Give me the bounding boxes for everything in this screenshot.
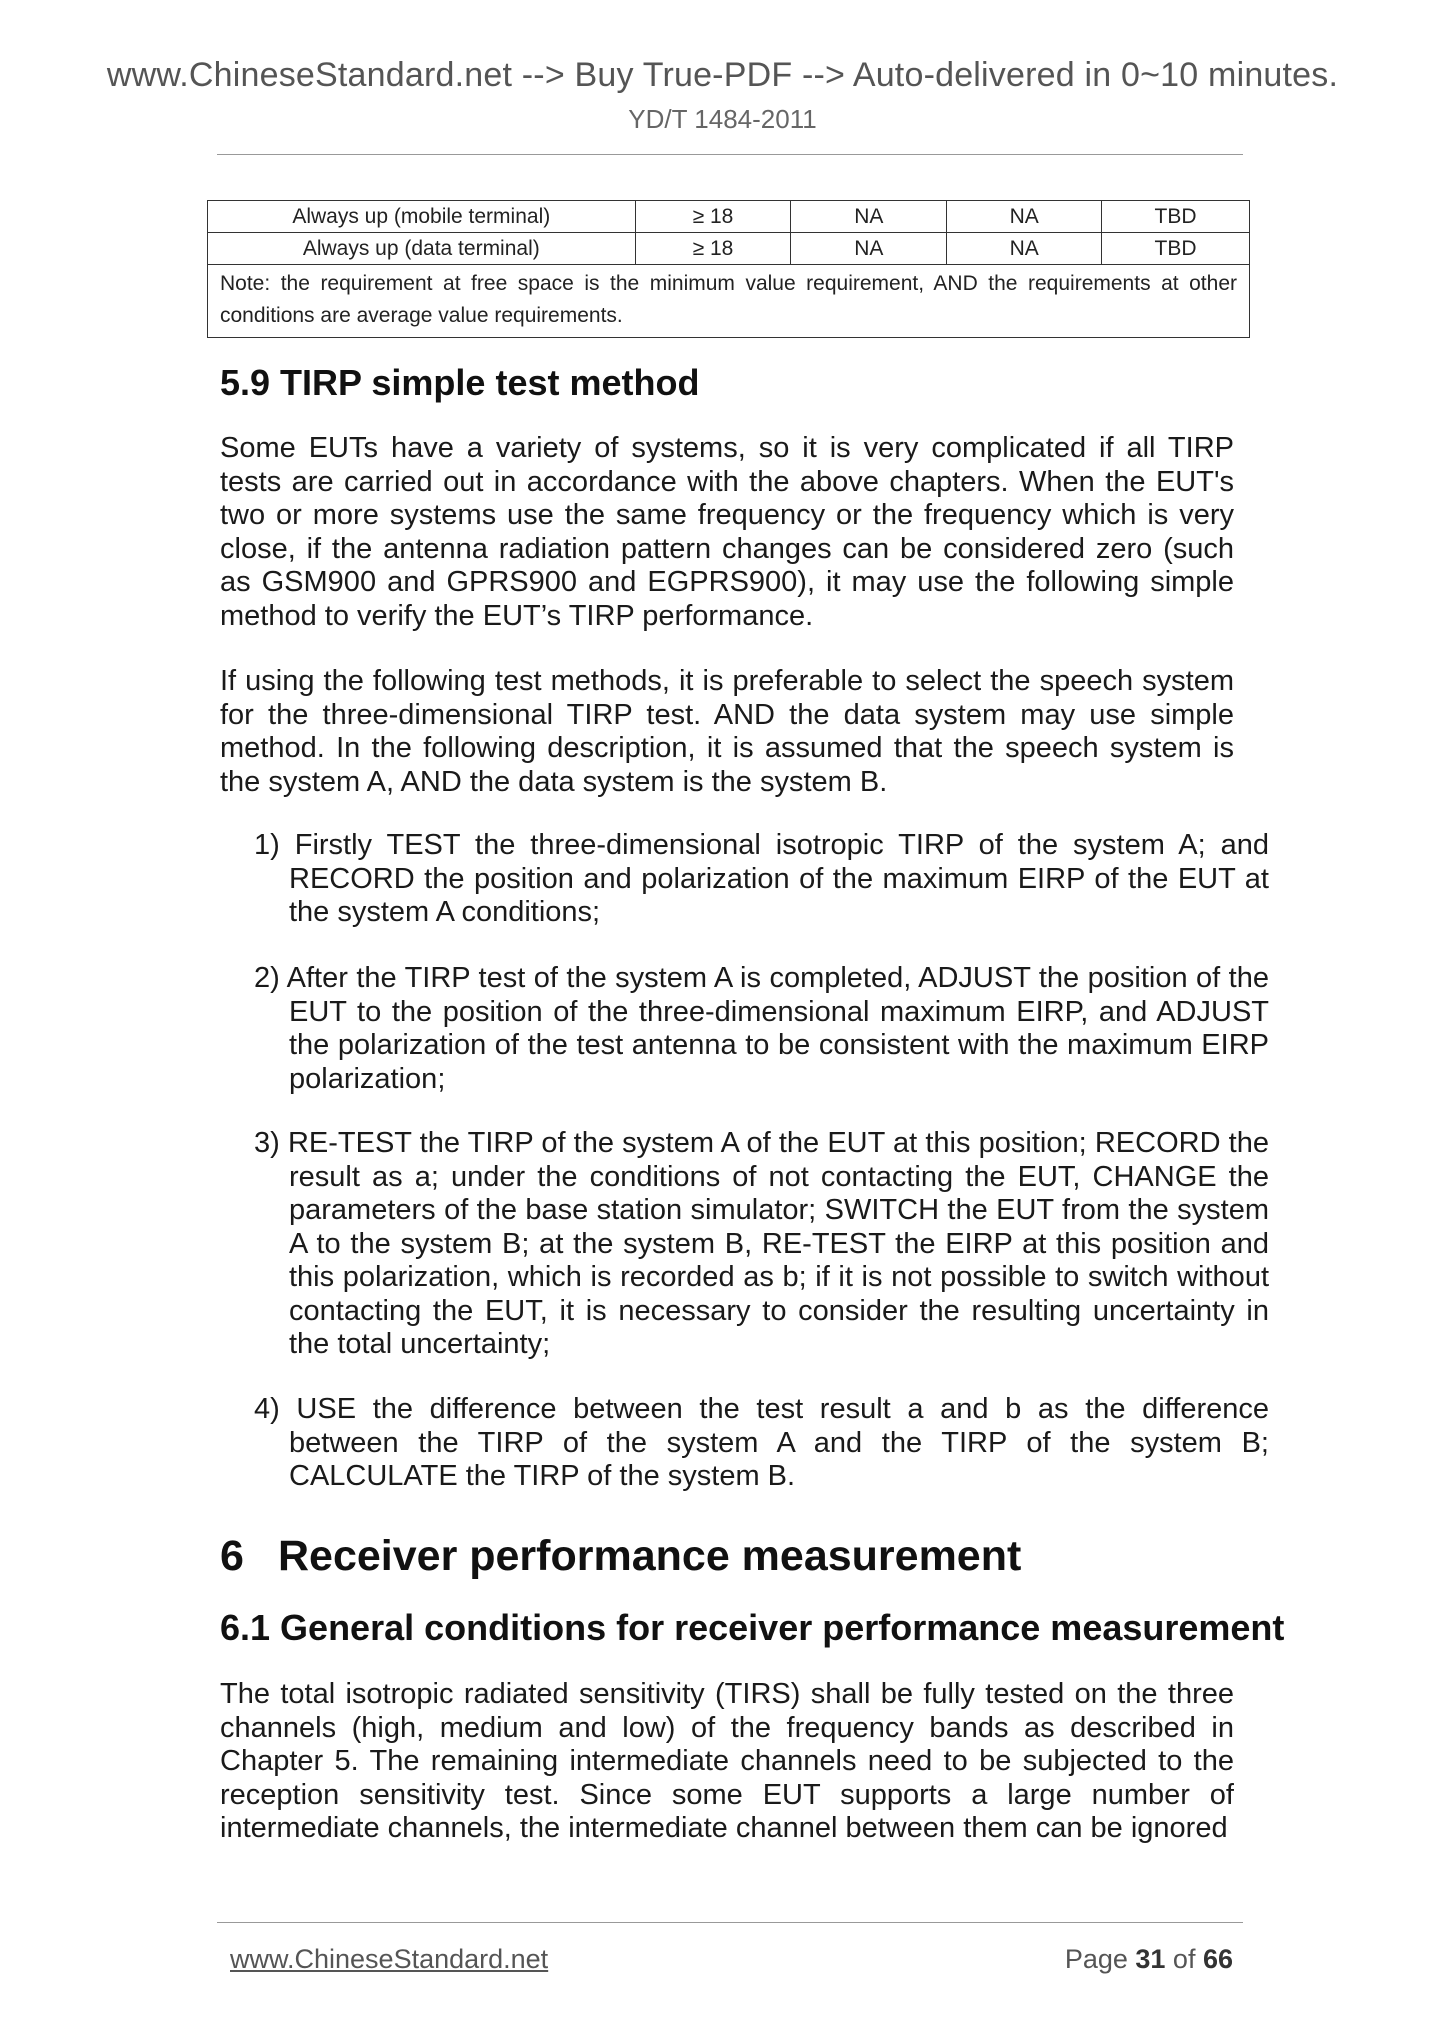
table-cell: TBD <box>1102 201 1250 233</box>
standard-number: YD/T 1484-2011 <box>628 104 817 134</box>
section-6-title: Receiver performance measurement <box>278 1532 1022 1580</box>
section-6-1-heading: 6.1 General conditions for receiver performance measurement <box>220 1607 1285 1648</box>
footer-divider <box>217 1922 1243 1923</box>
step-4: 4) USE the difference between the test result a and b as the difference between the TIRP of the system A and the TIRP of the system B; CALCULATE the TIRP of the system B. <box>254 1393 1269 1492</box>
table-cell: ≥ 18 <box>635 233 791 265</box>
section-6-number: 6 <box>220 1532 244 1580</box>
table-row <box>208 233 1250 265</box>
table-cell: NA <box>947 233 1102 265</box>
section-6-heading <box>220 1532 1021 1581</box>
header-divider <box>217 154 1243 155</box>
table-note: Note: the requirement at free space is the minimum value requirement, AND the requirements at other conditions are average value requirements. <box>208 265 1250 338</box>
page-total: 66 <box>1202 1944 1233 1974</box>
section-5-9-paragraph-2: If using the following test methods, it is preferable to select the speech system for the three-dimensional TIRP test. AND the data system may use simple method. In the following description, it is assumed that the speech system is the system A, AND the data system is the system B. <box>220 665 1234 798</box>
page-prefix: Page <box>1064 1944 1136 1974</box>
step-2: 2) After the TIRP test of the system A is completed, ADJUST the position of the EUT to the position of the three-dimensional maximum EIRP, and ADJUST the polarization of the test antenna to be consistent with the maximum EIRP polarization; <box>254 962 1269 1095</box>
section-5-9-heading: 5.9 TIRP simple test method <box>220 362 700 403</box>
page-indicator <box>1065 1944 1233 1975</box>
table-cell: NA <box>791 201 947 233</box>
table-note-row <box>208 265 1250 338</box>
page-of: of <box>1165 1944 1203 1974</box>
step-1: 1) Firstly TEST the three-dimensional isotropic TIRP of the system A; and RECORD the position and polarization of the maximum EIRP of the EUT at the system A conditions; <box>254 829 1269 928</box>
table-cell: NA <box>947 201 1102 233</box>
table-cell: NA <box>791 233 947 265</box>
table-cell: Always up (data terminal) <box>208 233 636 265</box>
table-row <box>208 201 1250 233</box>
table-cell: ≥ 18 <box>635 201 791 233</box>
table-cell: TBD <box>1102 233 1250 265</box>
table-cell: Always up (mobile terminal) <box>208 201 636 233</box>
section-6-1-paragraph-1: The total isotropic radiated sensitivity (TIRS) shall be fully tested on the three channels (high, medium and low) of the frequency bands as described in Chapter 5. The remaining intermediate channels need to be subjected to the reception sensitivity test. Since some EUT supports a large number of intermediate channels, the intermediate channel between them can be ignored <box>220 1678 1234 1844</box>
requirements-table <box>207 200 1250 338</box>
header-banner[interactable]: www.ChineseStandard.net --> Buy True-PDF --> Auto-delivered in 0~10 minutes. <box>106 56 1339 94</box>
footer-site-link[interactable]: www.ChineseStandard.net <box>230 1944 549 1974</box>
page-number: 31 <box>1135 1944 1166 1974</box>
step-3: 3) RE-TEST the TIRP of the system A of the EUT at this position; RECORD the result as a; under the conditions of not contacting the EUT, CHANGE the parameters of the base station simulator; SWITCH the EUT from the system A to the system B; at the system B, RE-TEST the EIRP at this position and this polarization, which is recorded as b; if it is not possible to switch without contacting the EUT, it is necessary to consider the resulting uncertainty in the total uncertainty; <box>254 1127 1269 1360</box>
section-5-9-paragraph-1: Some EUTs have a variety of systems, so it is very complicated if all TIRP tests are carried out in accordance with the above chapters. When the EUT's two or more systems use the same frequency or the frequency which is very close, if the antenna radiation pattern changes can be considered zero (such as GSM900 and GPRS900 and EGPRS900), it may use the following simple method to verify the EUT’s TIRP performance. <box>220 432 1234 632</box>
